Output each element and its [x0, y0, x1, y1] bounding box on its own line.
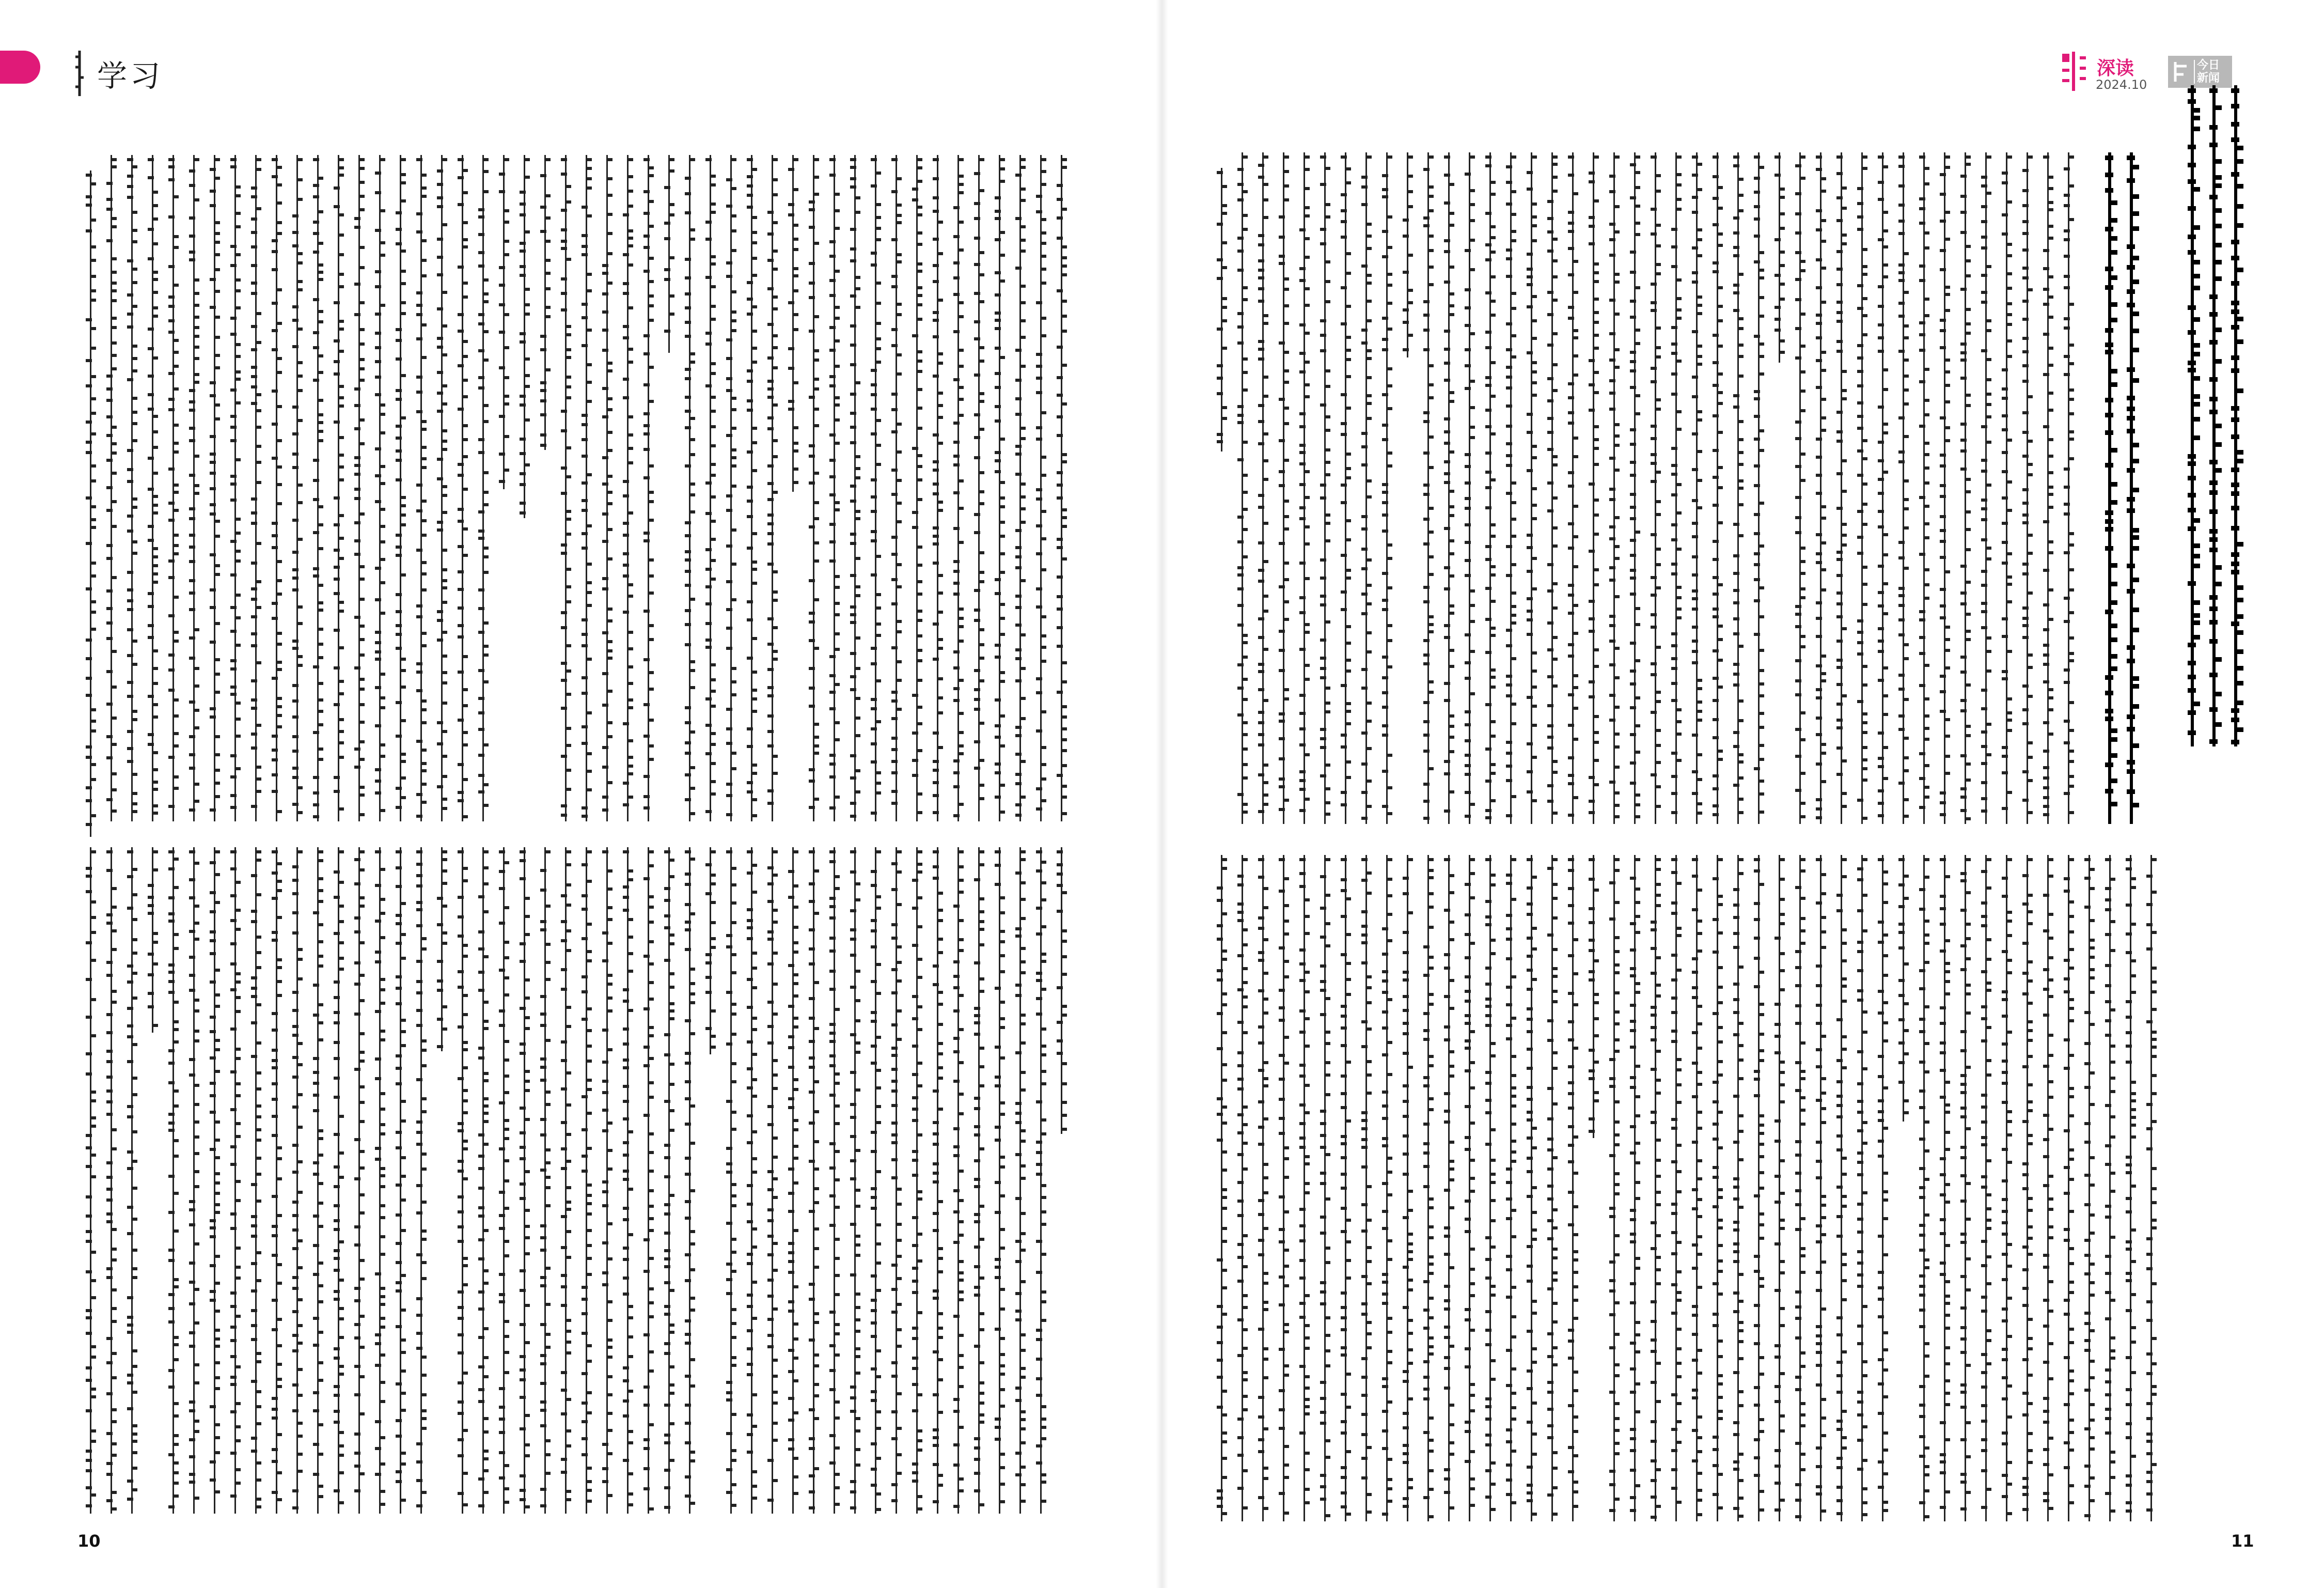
text-line	[1322, 152, 1327, 824]
text-line	[170, 155, 176, 821]
mongolian-script-icon	[72, 50, 87, 97]
text-line	[1405, 152, 1410, 357]
deep-read-label: 深读	[2097, 58, 2134, 79]
text-line	[1425, 855, 1431, 1521]
text-line	[191, 155, 196, 821]
text-line	[935, 847, 940, 1514]
text-line	[708, 847, 713, 1054]
text-line	[1301, 152, 1307, 824]
text-line	[315, 155, 320, 821]
left-text-columns	[88, 155, 1095, 1519]
text-line	[893, 847, 899, 1514]
text-line	[1694, 855, 1699, 1521]
text-line	[1038, 155, 1043, 821]
text-line	[1983, 855, 1988, 1521]
newspaper-mark-icon	[2172, 60, 2190, 84]
text-line	[1735, 855, 1740, 1521]
text-line	[1901, 855, 1906, 1122]
text-line	[852, 155, 857, 821]
text-line	[1983, 152, 1988, 824]
text-line	[439, 847, 444, 1051]
text-line	[1777, 855, 1782, 1521]
text-line	[2211, 85, 2217, 746]
text-line	[1487, 152, 1493, 824]
text-line	[88, 170, 93, 837]
newspaper-logo	[2168, 56, 2232, 88]
text-line	[625, 155, 630, 821]
text-line	[542, 155, 547, 450]
text-line	[1017, 155, 1023, 821]
text-line	[1301, 855, 1307, 1521]
text-line	[563, 847, 568, 1514]
text-line	[1611, 855, 1616, 1521]
text-line	[1756, 855, 1761, 1521]
text-line	[1570, 152, 1575, 824]
text-line	[1942, 855, 1947, 1521]
text-line	[1632, 855, 1637, 1521]
text-line	[294, 155, 300, 821]
section-tab	[0, 51, 40, 84]
text-line	[170, 847, 176, 1514]
text-line	[1239, 152, 1245, 824]
text-line	[2190, 85, 2195, 746]
text-line	[1839, 855, 1844, 1521]
logo-divider	[2194, 60, 2195, 84]
text-line	[1570, 855, 1575, 1521]
text-line	[687, 847, 692, 1514]
text-line	[522, 847, 527, 1514]
text-line	[1425, 152, 1431, 824]
text-line	[1508, 152, 1513, 824]
text-line	[1038, 847, 1043, 1514]
text-line	[1343, 855, 1348, 1521]
text-line	[584, 155, 589, 821]
text-line	[501, 847, 506, 1514]
text-line	[274, 155, 279, 821]
text-line	[1715, 152, 1720, 824]
text-line	[336, 155, 341, 821]
text-line	[790, 847, 795, 1514]
text-line	[1839, 152, 1844, 824]
text-line	[2024, 152, 2030, 824]
text-line	[1777, 152, 1782, 363]
text-line	[1059, 847, 1064, 1134]
text-line	[253, 847, 258, 1514]
text-line	[563, 155, 568, 821]
text-line	[1797, 855, 1802, 1521]
text-line	[1017, 847, 1023, 1514]
text-line	[1611, 152, 1616, 824]
text-line	[2148, 855, 2154, 1521]
text-line	[1363, 152, 1369, 824]
text-line	[2045, 152, 2050, 824]
text-line	[480, 155, 485, 821]
text-line	[542, 847, 547, 1514]
text-line	[1880, 152, 1885, 824]
text-line	[212, 155, 217, 821]
text-line	[770, 155, 775, 821]
text-line	[1529, 855, 1534, 1521]
text-line	[749, 155, 754, 821]
text-line	[955, 155, 961, 821]
newspaper-logo-text: 今日 新闻	[2197, 59, 2220, 85]
text-line	[1467, 152, 1472, 824]
text-line	[1549, 855, 1554, 1521]
text-line	[1591, 855, 1596, 1138]
text-line	[811, 847, 816, 1514]
text-line	[480, 847, 485, 1514]
text-line	[253, 155, 258, 821]
text-line	[873, 847, 878, 1514]
text-line	[1487, 855, 1493, 1521]
text-line	[2004, 152, 2009, 824]
text-line	[1384, 152, 1389, 824]
text-line	[1962, 152, 1968, 824]
text-line	[914, 847, 919, 1514]
text-line	[666, 155, 671, 353]
section-title: 学习	[97, 58, 164, 94]
text-line	[1797, 152, 1802, 824]
right-page	[1162, 0, 2324, 1588]
text-line	[398, 155, 403, 821]
text-line	[749, 847, 754, 1514]
text-line	[1446, 855, 1451, 1521]
text-line	[129, 155, 134, 821]
text-line	[460, 155, 465, 821]
text-line	[1673, 855, 1678, 1521]
text-line	[1591, 152, 1596, 824]
text-line	[1508, 855, 1513, 1521]
text-line	[2086, 855, 2092, 1521]
text-line	[294, 847, 300, 1514]
text-line	[770, 847, 775, 1514]
page-number-left: 10	[77, 1531, 101, 1551]
text-line	[811, 155, 816, 821]
text-line	[687, 155, 692, 821]
text-line	[1260, 152, 1265, 824]
text-line	[2128, 855, 2133, 1521]
text-line	[2233, 85, 2238, 746]
text-line	[418, 847, 423, 1514]
text-line	[2004, 855, 2009, 1521]
text-line	[1549, 152, 1554, 824]
text-line	[790, 155, 795, 492]
text-line	[1059, 155, 1064, 821]
text-line	[212, 847, 217, 1514]
text-line	[1901, 152, 1906, 824]
text-line	[2045, 855, 2050, 1521]
text-line	[501, 155, 506, 489]
text-line	[997, 847, 1002, 1514]
text-line	[1921, 152, 1926, 824]
text-line	[646, 847, 651, 1514]
text-line	[728, 847, 733, 1514]
text-line	[1529, 152, 1534, 824]
text-line	[1962, 855, 1968, 1521]
text-line	[976, 155, 981, 821]
issue-date: 2024.10	[2096, 77, 2147, 92]
text-line	[1715, 855, 1720, 1521]
text-line	[1281, 855, 1286, 1521]
text-line	[935, 155, 940, 821]
text-line	[356, 847, 362, 1514]
text-line	[418, 155, 423, 821]
text-line	[1632, 152, 1637, 824]
text-line	[1322, 855, 1327, 1521]
text-line	[1818, 152, 1823, 824]
text-line	[1467, 855, 1472, 1521]
text-line	[1653, 152, 1658, 824]
text-line	[150, 155, 155, 821]
text-line	[708, 155, 713, 821]
text-line	[1818, 855, 1823, 1521]
text-line	[831, 847, 837, 1514]
text-line	[1880, 855, 1885, 1521]
text-line	[955, 847, 961, 1514]
text-line	[1343, 152, 1348, 824]
spine-shadow	[1156, 0, 1168, 1588]
text-line	[377, 155, 382, 821]
text-line	[646, 155, 651, 821]
text-line	[377, 847, 382, 1514]
text-line	[232, 847, 238, 1514]
text-line	[1694, 152, 1699, 824]
text-line	[2129, 152, 2134, 824]
text-line	[2107, 152, 2112, 824]
text-line	[1859, 152, 1864, 824]
text-line	[1653, 855, 1658, 1521]
text-line	[604, 847, 609, 1514]
text-line	[728, 155, 733, 821]
text-line	[1363, 855, 1369, 1521]
text-line	[1260, 855, 1265, 1521]
text-line	[191, 847, 196, 1514]
text-line	[356, 155, 362, 821]
text-line	[398, 847, 403, 1514]
text-line	[1756, 152, 1761, 824]
text-line	[108, 847, 114, 1514]
text-line	[2066, 152, 2071, 824]
text-line	[1281, 152, 1286, 824]
text-line	[1859, 855, 1864, 1521]
text-line	[522, 155, 527, 518]
text-line	[460, 847, 465, 1514]
text-line	[604, 155, 609, 821]
text-line	[893, 155, 899, 821]
text-line	[1239, 855, 1245, 1521]
text-line	[584, 847, 589, 1514]
text-line	[914, 155, 919, 821]
text-line	[625, 847, 630, 1514]
text-line	[831, 155, 837, 821]
text-line	[852, 847, 857, 1514]
text-line	[1735, 152, 1740, 824]
text-line	[274, 847, 279, 1514]
text-line	[336, 847, 341, 1514]
text-line	[1446, 152, 1451, 824]
text-line	[1384, 855, 1389, 1521]
text-line	[2066, 855, 2071, 1521]
text-line	[976, 847, 981, 1514]
text-line	[1942, 152, 1947, 824]
text-line	[1219, 855, 1224, 1521]
page-number-right: 11	[2231, 1531, 2254, 1551]
right-text-columns	[1219, 85, 2252, 1521]
text-line	[439, 155, 444, 821]
text-line	[108, 155, 114, 821]
text-line	[315, 847, 320, 1514]
text-line	[1219, 168, 1224, 452]
text-line	[1405, 855, 1410, 1521]
text-line	[232, 155, 238, 821]
text-line	[88, 847, 93, 1514]
text-line	[997, 155, 1002, 821]
text-line	[873, 155, 878, 821]
text-line	[1921, 855, 1926, 1521]
text-line	[2024, 855, 2030, 1521]
text-line	[2107, 855, 2112, 1521]
text-line	[1673, 152, 1678, 824]
text-line	[129, 847, 134, 1514]
text-line	[150, 847, 155, 1033]
text-line	[666, 847, 671, 1514]
